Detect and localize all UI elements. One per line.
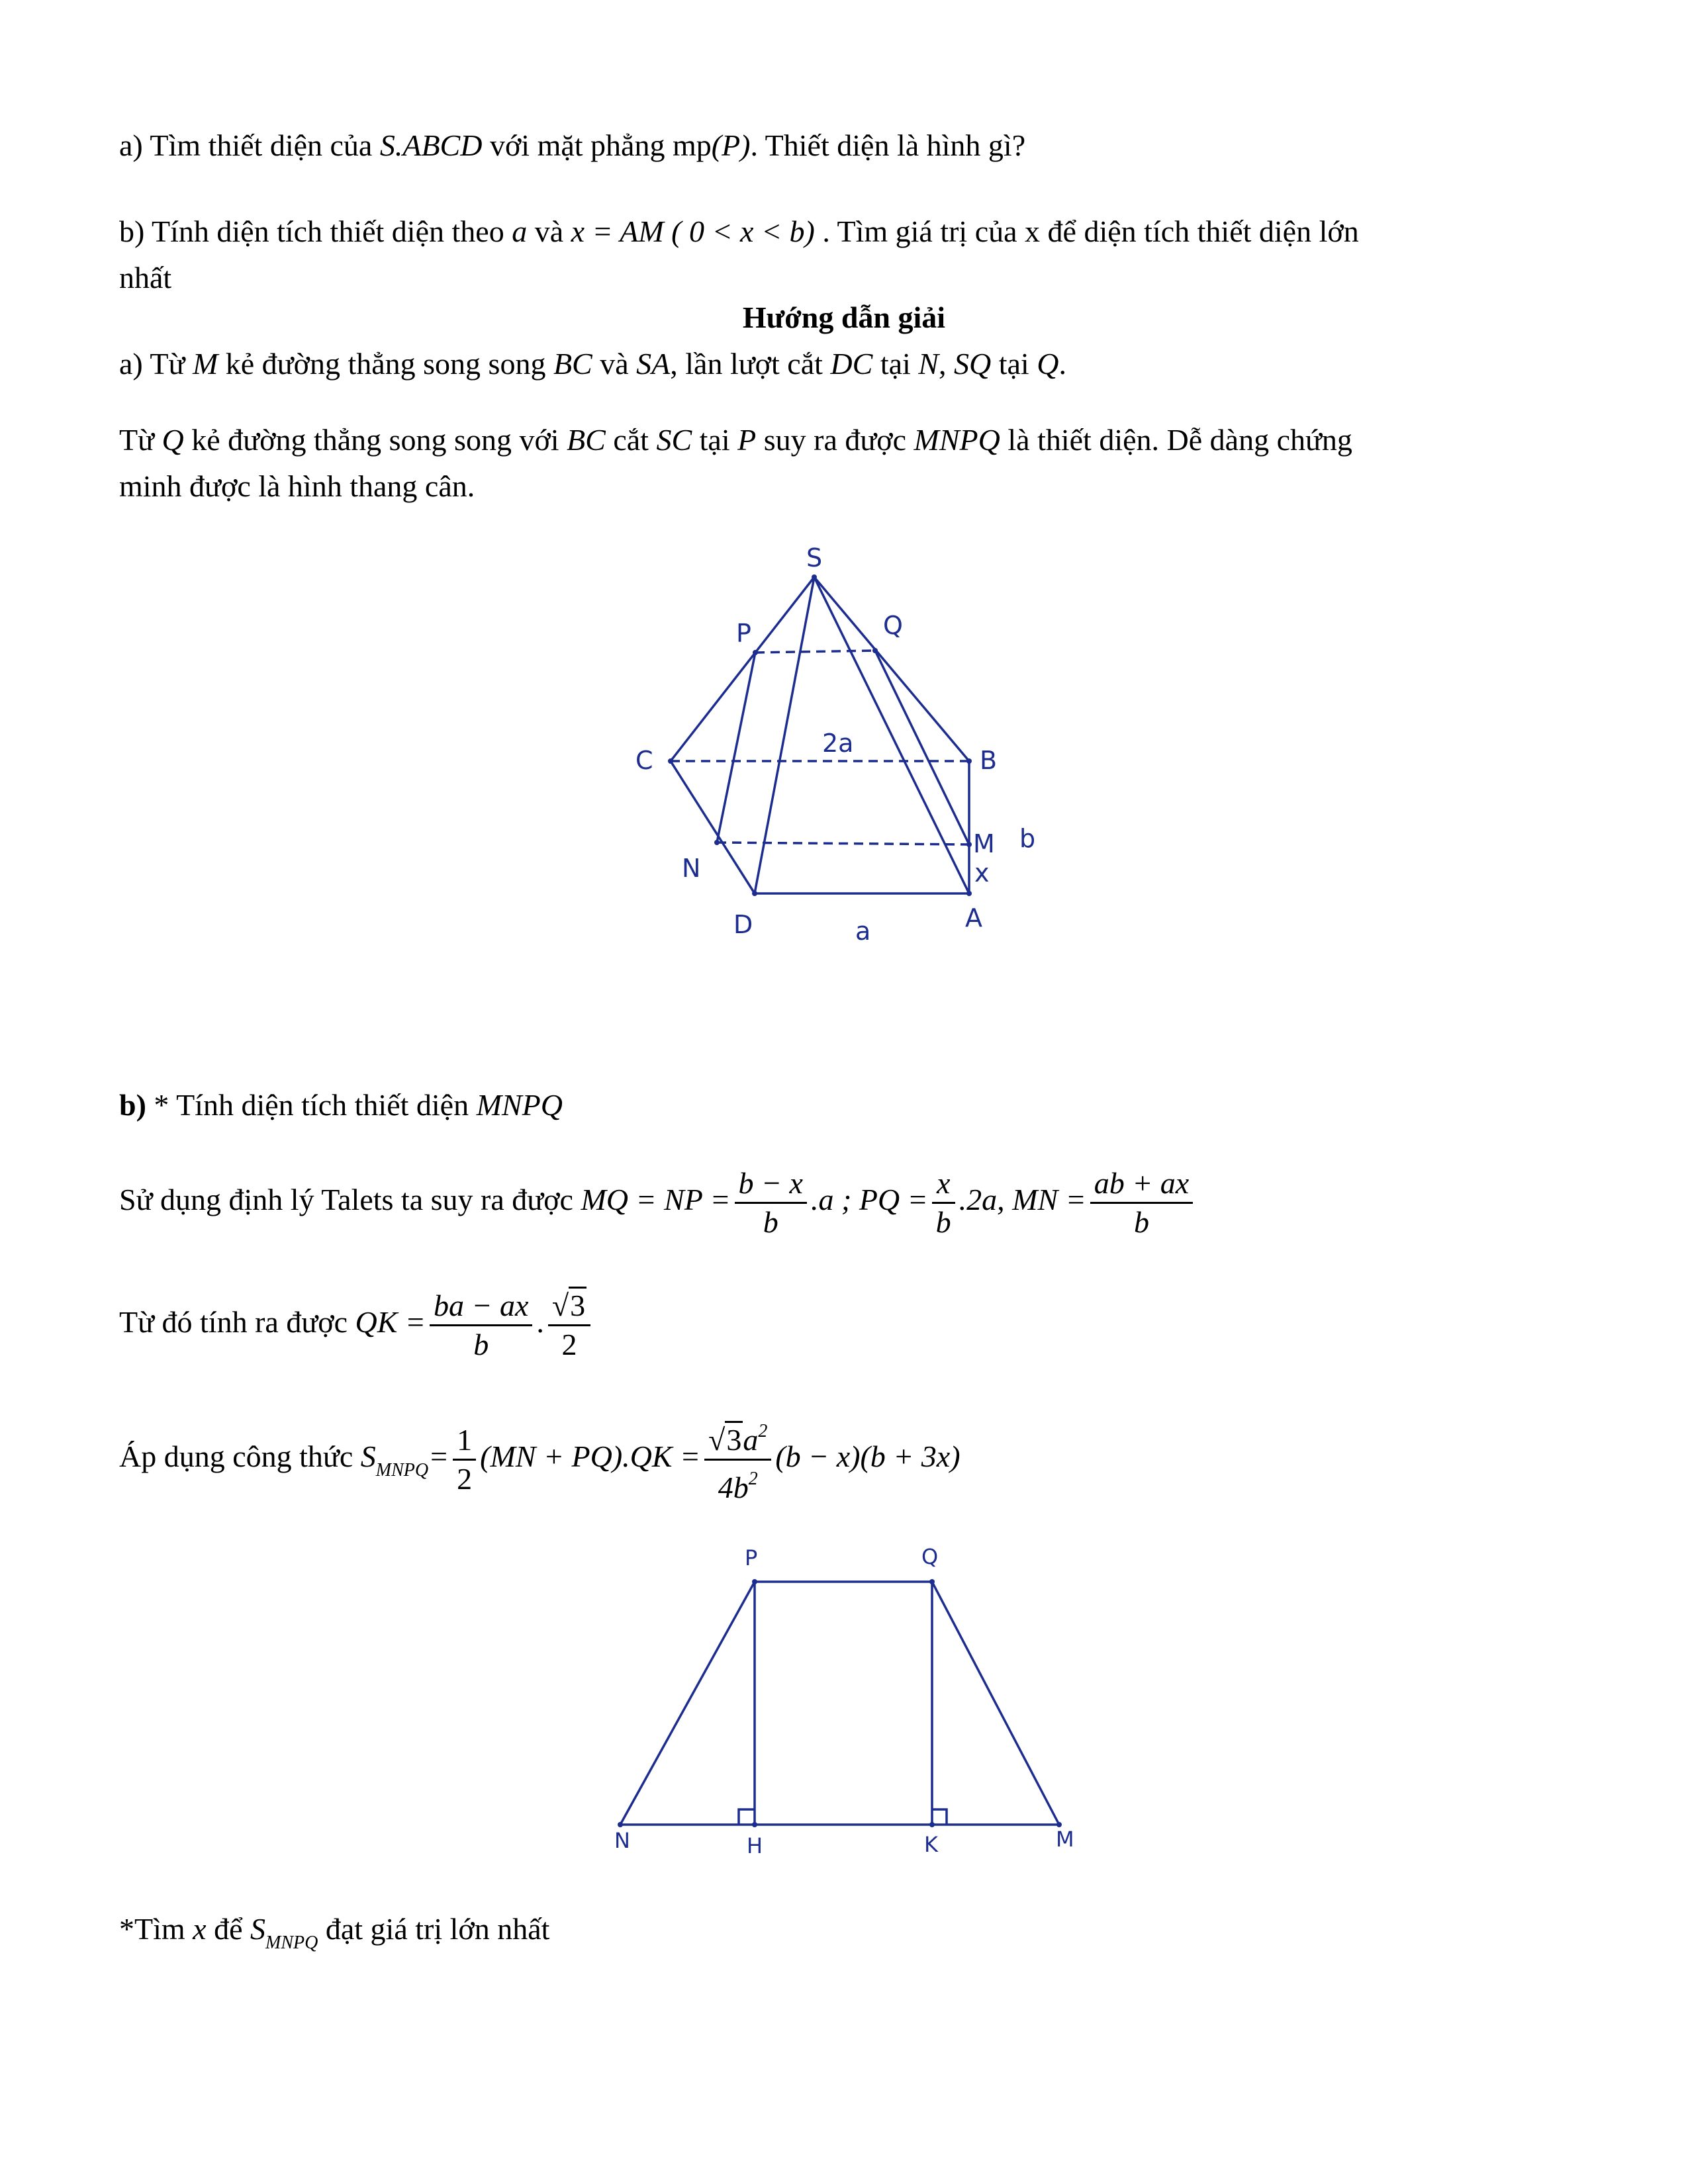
qb-math-range: ( 0 < x < b) (671, 214, 815, 248)
label-a-point: A (965, 903, 982, 933)
edge-qm (875, 651, 969, 844)
sa1-n: N (918, 347, 939, 381)
qk-dot: . (536, 1305, 544, 1340)
t-label-p: P (745, 1545, 758, 1570)
area-text: Áp dụng công thức (119, 1439, 361, 1474)
sa1-t3: , lần lượt cắt (670, 347, 831, 381)
qb-math-x: x = AM (571, 214, 664, 248)
label-len-b: b (1019, 824, 1036, 853)
qa-math-sabcd: S.ABCD (379, 128, 483, 162)
qa-text-1: a) Tìm thiết diện của (119, 128, 380, 162)
t-label-n: N (614, 1828, 630, 1853)
qa-text-2: với mặt phẳng mp (482, 128, 712, 162)
label-2a: 2a (822, 729, 854, 758)
sa2-mnpq: MNPQ (914, 423, 1000, 457)
edge-sc (671, 577, 814, 761)
sb-text: * Tính diện tích thiết diện (146, 1088, 477, 1122)
edge-pn (717, 653, 755, 842)
sa1-m: M (192, 347, 218, 381)
t-label-k: K (924, 1832, 938, 1857)
trapezoid-diagram (596, 1535, 1099, 1880)
sa1-sa: SA (636, 347, 671, 381)
last-text-1: *Tìm (119, 1912, 193, 1946)
sa1-q: Q (1037, 347, 1059, 381)
sa2-p: P (737, 423, 757, 457)
side-np (620, 1582, 755, 1825)
solution-a-line1 (119, 344, 1066, 384)
t-label-h: H (747, 1833, 763, 1858)
sa2-t0: Từ (119, 423, 162, 457)
pyramid-diagram (596, 529, 1099, 966)
label-len-a: a (855, 917, 871, 946)
solution-b-head (119, 1085, 563, 1125)
solution-a-line2-cont: minh được là hình thang cân. (119, 469, 475, 503)
sa2-sc: SC (656, 423, 692, 457)
label-d: D (733, 910, 753, 939)
frac-x-b: $\frac{x}{b}$ (932, 1165, 955, 1241)
sa2-t4: suy ra được (756, 423, 914, 457)
last-x: x (193, 1912, 207, 1946)
label-n: N (682, 854, 701, 883)
edge-nm-dashed (717, 842, 969, 844)
qa-text-3: . Thiết diện là hình gì? (750, 128, 1026, 162)
right-angle-h (739, 1809, 755, 1825)
t-label-q: Q (921, 1544, 939, 1569)
last-s: S (250, 1912, 266, 1946)
qk-text: Từ đó tính ra được (119, 1305, 355, 1340)
qb-text-2: và (527, 214, 571, 248)
label-x: x (974, 858, 990, 887)
frac-sqrt3-2: $\frac{√3}{2}$ (548, 1287, 590, 1363)
talets-lhs2: PQ = (859, 1183, 928, 1217)
last-text-2: để (206, 1912, 251, 1946)
sa2-t3: tại (692, 423, 738, 457)
right-angle-k (932, 1809, 947, 1825)
frac-b-minus-x: $\frac{b - x}{b}$ (735, 1165, 807, 1241)
frac-sqrt3a2-4b2: $\frac{√3a^2}{4b^2}$ (704, 1413, 771, 1506)
sa2-bc: BC (567, 423, 606, 457)
sa1-bc: BC (553, 347, 592, 381)
sa2-t1: kẻ đường thẳng song song với (183, 423, 567, 457)
qb-text-3: . Tìm giá trị của x để diện tích thiết diện lớn (822, 214, 1359, 248)
label-b: B (980, 746, 998, 775)
solution-a-line2 (119, 420, 1352, 460)
sa1-dc: DC (830, 347, 873, 381)
side-qm (932, 1582, 1059, 1825)
question-b (119, 212, 1359, 251)
sb-mnpq: MNPQ (476, 1088, 563, 1122)
sa1-sq: SQ (953, 347, 992, 381)
sa1-t7: . (1058, 347, 1066, 381)
sa2-q: Q (162, 423, 184, 457)
sa1-t0: a) Từ (119, 347, 193, 381)
talets-mid: .a ; (810, 1183, 859, 1217)
t-label-m: M (1056, 1827, 1074, 1852)
area-line (119, 1413, 961, 1506)
sa2-t5: là thiết diện. Dễ dàng chứng (1000, 423, 1352, 457)
sa1-t5: , (938, 347, 954, 381)
edge-sd (755, 577, 814, 893)
qa-math-p: (P) (711, 128, 751, 162)
qk-lhs: QK = (355, 1305, 426, 1340)
frac-ba-ax: $\frac{ba - ax}{b}$ (430, 1287, 532, 1363)
sb-label: b) (119, 1088, 146, 1122)
qk-line (119, 1287, 594, 1363)
label-q: Q (883, 611, 903, 640)
label-m: M (973, 829, 995, 858)
sa2-t2: cắt (605, 423, 657, 457)
qb-text-1: b) Tính diện tích thiết diện theo (119, 214, 512, 248)
frac-half: $\frac{1}{2}$ (453, 1422, 476, 1498)
sa1-t4: tại (872, 347, 919, 381)
question-b-cont: nhất (119, 261, 172, 295)
frac-ab-ax: $\frac{ab + ax}{b}$ (1090, 1165, 1193, 1241)
sa1-t2: và (592, 347, 637, 381)
find-x-line (119, 1909, 549, 1963)
talets-lhs1: MQ = NP = (581, 1183, 731, 1217)
label-p: P (736, 619, 751, 648)
area-tail: (b − x)(b + 3x) (775, 1439, 961, 1474)
sa1-t1: kẻ đường thẳng song song (218, 347, 553, 381)
sa1-t6: tại (991, 347, 1037, 381)
edge-pq-dashed (755, 651, 875, 653)
area-mid: (MN + PQ).QK = (480, 1439, 701, 1474)
label-c: C (635, 746, 653, 775)
question-a (119, 126, 1025, 165)
area-s: S (360, 1439, 376, 1474)
solution-title: Hướng dẫn giải (742, 300, 946, 334)
qb-math-a: a (512, 214, 528, 248)
label-s: S (806, 543, 823, 572)
talets-mn: .2a, MN = (959, 1183, 1086, 1217)
area-sub: MNPQ (375, 1460, 429, 1481)
talets-line (119, 1165, 1197, 1241)
area-eq: = (428, 1439, 449, 1474)
talets-text: Sử dụng định lý Talets ta suy ra được (119, 1183, 581, 1217)
last-text-3: đạt giá trị lớn nhất (318, 1912, 550, 1946)
last-sub: MNPQ (265, 1933, 318, 1953)
